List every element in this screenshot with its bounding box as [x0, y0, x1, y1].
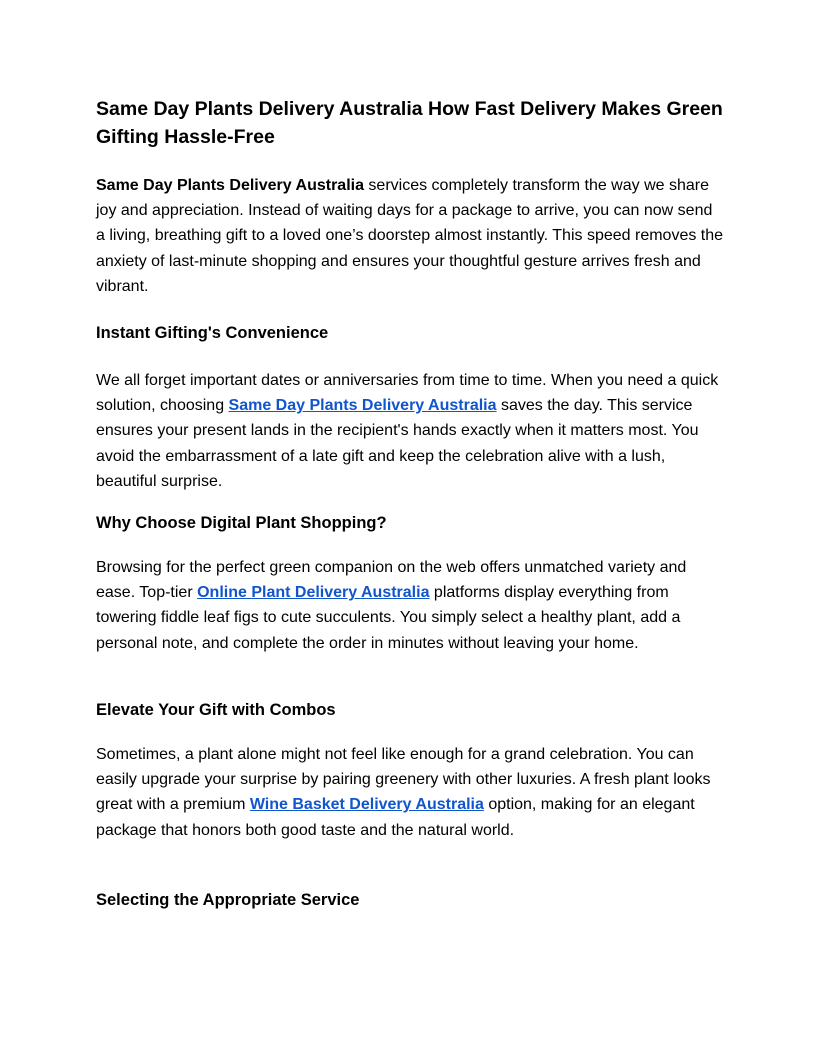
section-heading-instant-gifting: Instant Gifting's Convenience: [96, 324, 329, 342]
link-same-day-plants-delivery[interactable]: Same Day Plants Delivery Australia: [228, 397, 497, 415]
section-heading-gift-combos: Elevate Your Gift with Combos: [96, 701, 336, 719]
section-paragraph-gift-combos: [96, 742, 724, 843]
document-title: Same Day Plants Delivery Australia How Fast Delivery Makes Green Gifting Hassle-Free: [96, 98, 723, 148]
paragraph-text: Sometimes, a plant alone might not feel like enough for a grand celebration. You can easily upgrade your surprise by pairing greenery with other luxuries. A fresh plant looks great with a premium: [96, 746, 711, 814]
paragraph-text: saves the day. This service ensures your present lands in the recipient's hands exactly when it matters most. You avoid the embarrassment of a late gift and keep the celebration alive with a lush, beautiful surprise.: [96, 397, 699, 490]
section-heading-digital-plant-shopping: Why Choose Digital Plant Shopping?: [96, 514, 387, 532]
section-paragraph-instant-gifting: [96, 368, 724, 494]
intro-text: services completely transform the way we share joy and appreciation. Instead of waiting days for a package to arrive, you can now send a living, breathing gift to a loved one’s doorstep almost instantly. This speed removes the anxiety of last-minute shopping and ensures your thoughtful gesture arrives fresh and vibrant.: [96, 177, 724, 295]
link-online-plant-delivery[interactable]: Online Plant Delivery Australia: [197, 584, 430, 602]
intro-lead-bold: Same Day Plants Delivery Australia: [96, 177, 364, 194]
paragraph-text: option, making for an elegant package that honors both good taste and the natural world.: [96, 796, 695, 839]
paragraph-text: Browsing for the perfect green companion on the web offers unmatched variety and ease. Top-tier: [96, 559, 687, 602]
paragraph-text: We all forget important dates or anniversaries from time to time. When you need a quick solution, choosing: [96, 372, 719, 415]
section-paragraph-digital-plant-shopping: [96, 555, 724, 656]
intro-paragraph: [96, 173, 724, 299]
paragraph-text: platforms display everything from towering fiddle leaf figs to cute succulents. You simply select a healthy plant, add a personal note, and complete the order in minutes without leaving your home.: [96, 584, 681, 652]
section-heading-selecting-service: Selecting the Appropriate Service: [96, 891, 360, 909]
link-wine-basket-delivery[interactable]: Wine Basket Delivery Australia: [249, 796, 484, 814]
